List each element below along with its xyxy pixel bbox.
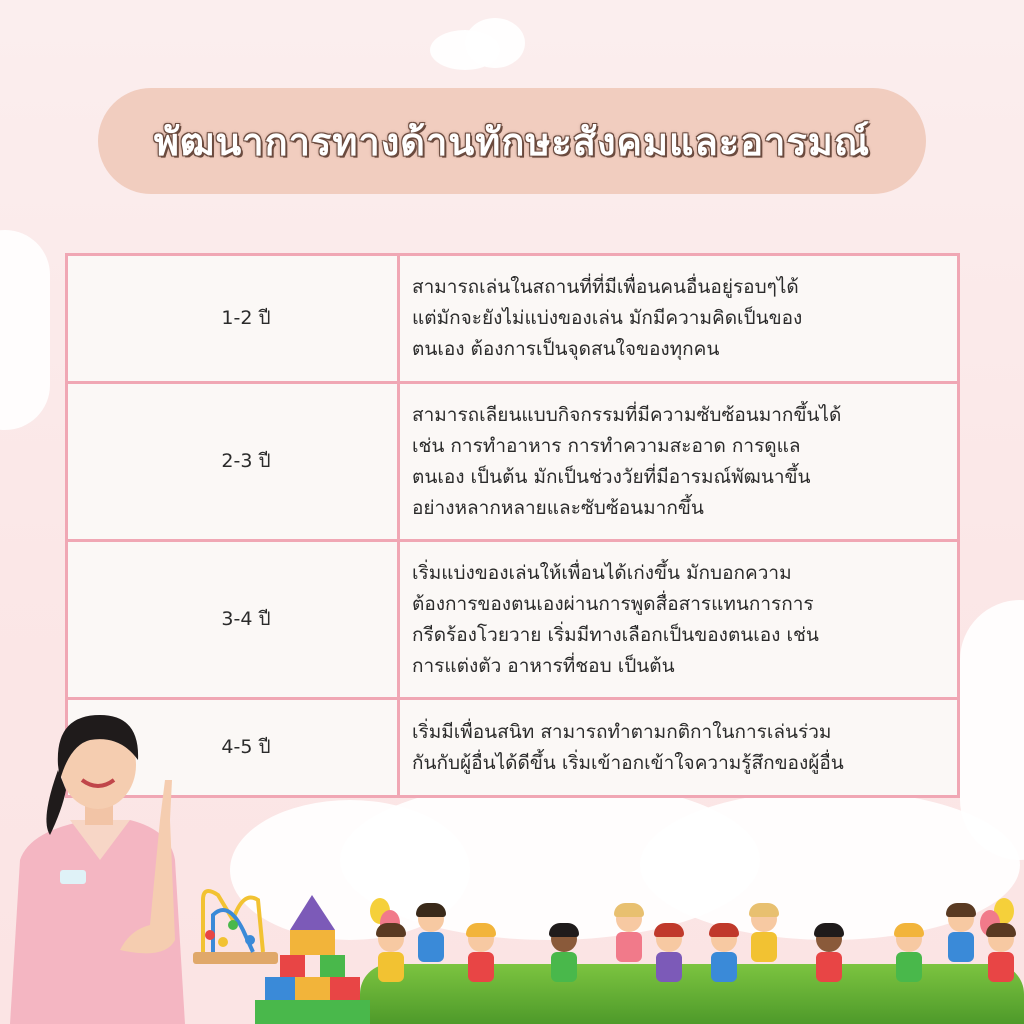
description-cell — [399, 255, 959, 383]
age-cell: 4-5 ปี — [67, 699, 399, 797]
description-line: อย่างหลากหลายและซับซ้อนมากขึ้น — [412, 496, 704, 519]
description-line: ตนเอง ต้องการเป็นจุดสนใจของทุกคน — [412, 338, 720, 360]
child-figure — [462, 926, 500, 984]
age-cell: 3-4 ปี — [67, 541, 399, 699]
description-line: เริ่มแบ่งของเล่นให้เพื่อนได้เก่งขึ้น มักบอกความ — [412, 561, 792, 584]
table-row — [67, 383, 959, 541]
child-figure — [810, 926, 848, 984]
illustration-scene — [0, 700, 1024, 1024]
description-line: ต้องการของตนเองผ่านการพูดสื่อสารแทนการการ — [412, 592, 814, 615]
description-line: การแต่งตัว อาหารที่ชอบ เป็นต้น — [412, 654, 675, 677]
table-row — [67, 541, 959, 699]
age-cell: 1-2 ปี — [67, 255, 399, 383]
child-figure — [705, 926, 743, 984]
child-figure — [650, 926, 688, 984]
child-figure — [942, 906, 980, 964]
description-line: สามารถเลียนแบบกิจกรรมที่มีความซับซ้อนมากขึ้นได้ — [412, 403, 842, 426]
cloud-decoration — [0, 230, 50, 430]
description-cell — [399, 541, 959, 699]
description-line: เริ่มมีเพื่อนสนิท สามารถทำตามกติกาในการเล่นร่วม — [412, 720, 832, 743]
table-row — [67, 255, 959, 383]
child-figure — [372, 926, 410, 984]
description-line: สามารถเล่นในสถานที่ที่มีเพื่อนคนอื่นอยู่รอบๆได้ — [412, 276, 799, 298]
nurse-illustration — [0, 710, 230, 1024]
child-figure — [890, 926, 928, 984]
page-title: พัฒนาการทางด้านทักษะสังคมและอารมณ์ — [153, 119, 871, 164]
description-cell — [399, 383, 959, 541]
child-figure — [545, 926, 583, 984]
description-line: เช่น การทำอาหาร การทำความสะอาด การดูแล — [412, 434, 801, 457]
child-figure — [610, 906, 648, 964]
child-figure — [745, 906, 783, 964]
description-line: ตนเอง เป็นต้น มักเป็นช่วงวัยที่มีอารมณ์พัฒนาขึ้น — [412, 465, 811, 488]
cloud-decoration — [465, 18, 525, 68]
description-line: แต่มักจะยังไม่แบ่งของเล่น มักมีความคิดเป็นของ — [412, 307, 803, 329]
building-blocks-icon — [250, 890, 375, 1024]
age-cell: 2-3 ปี — [67, 383, 399, 541]
child-figure — [982, 926, 1020, 984]
title-banner — [98, 88, 926, 194]
description-line: กันกับผู้อื่นได้ดีขึ้น เริ่มเข้าอกเข้าใจความรู้สึกของผู้อื่น — [412, 751, 844, 774]
child-figure — [412, 906, 450, 964]
description-line: กรีดร้องโวยวาย เริ่มมีทางเลือกเป็นของตนเอง เช่น — [412, 623, 819, 646]
